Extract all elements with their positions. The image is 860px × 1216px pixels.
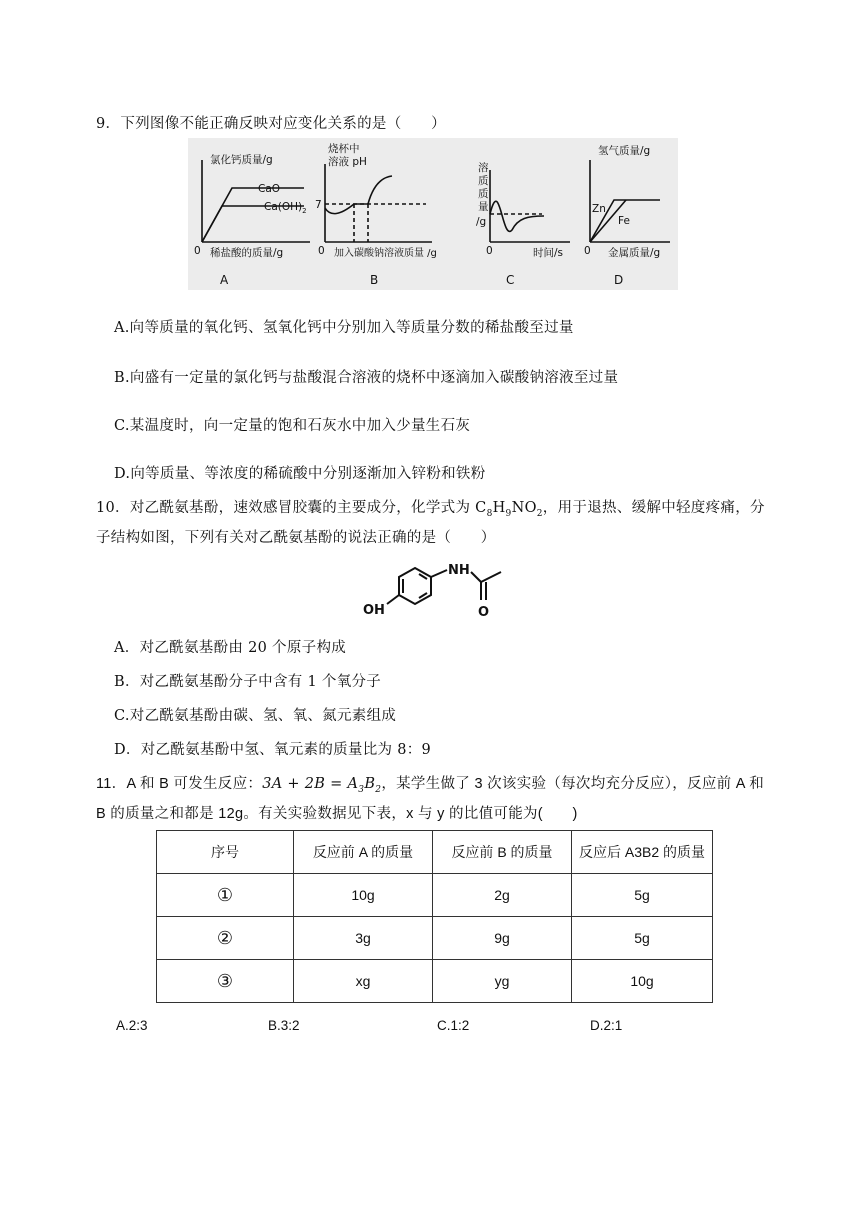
q9-option-a: A.向等质量的氧化钙、氢氧化钙中分别加入等质量分数的稀盐酸至过量 [114, 320, 574, 336]
chart-d-caption: D [614, 273, 624, 287]
chart-b-tick-7: 7 [315, 199, 322, 211]
table-row [157, 874, 713, 917]
mol-oh-label: OH [363, 603, 385, 618]
table-cell: yg [433, 960, 572, 1003]
chart-b-xlabel: 加入碳酸钠溶液质量 /g [334, 248, 437, 259]
table-cell: ② [157, 917, 294, 960]
q11-answer-c: C.1:2 [437, 1018, 470, 1033]
table-cell: xg [294, 960, 433, 1003]
q9-figure-strip [188, 138, 678, 290]
acetaminophen-structure [355, 560, 505, 626]
nh-bond [431, 570, 447, 577]
q11-data-table [156, 830, 713, 1003]
table-cell: 5g [572, 917, 713, 960]
chart-c-ylabel-4: /g [476, 216, 487, 228]
chart-a-xlabel: 稀盐酸的质量/g [210, 247, 284, 259]
chart-c-ylabel-0: 溶 [478, 162, 489, 174]
q11-answer-b: B.3:2 [268, 1018, 300, 1033]
mol-o-label: O [478, 605, 490, 620]
table-cell: ① [157, 874, 294, 917]
chart-b-ylabel-1: 烧杯中 [328, 143, 360, 155]
chart-c-ylabel-2: 质 [478, 188, 489, 200]
table-cell: 9g [433, 917, 572, 960]
table-cell: ③ [157, 960, 294, 1003]
table-header-cell: 反应后 A3B2 的质量 [572, 831, 713, 874]
chart-c-ylabel-3: 量 [478, 201, 489, 213]
amide-bond [471, 572, 481, 582]
chart-d-xlabel: 金属质量/g [608, 247, 661, 259]
chart-c-curve [490, 201, 544, 231]
table-cell: 5g [572, 874, 713, 917]
table-cell: 10g [572, 960, 713, 1003]
table-header-cell: 反应前 B 的质量 [433, 831, 572, 874]
chart-c-ylabel-1: 质 [478, 175, 489, 187]
chart-a-origin: 0 [194, 245, 201, 257]
q11-stem-line-2: B 的质量之和都是 12g。有关实验数据见下表，x 与 y 的比值可能为( ) [96, 806, 578, 822]
chart-b-ph-curve [325, 176, 392, 214]
q11-stem-line-1: 11．A 和 B 可发生反应：$3A + 2B = A_3B_2$，某学生做了 3 次该实验（每次均充分反应），反应前 A 和 [96, 776, 765, 795]
q10-stem-line-1: 10．对乙酰氨基酚，速效感冒胶囊的主要成分，化学式为 $C_8H_9NO_2$，用于退热、缓解中轻度疼痛，分 [96, 500, 765, 519]
q9-option-b: B.向盛有一定量的氯化钙与盐酸混合溶液的烧杯中逐滴加入碳酸钠溶液至过量 [114, 370, 619, 386]
chart-a-cao-label: CaO [258, 183, 281, 195]
table-cell: 3g [294, 917, 433, 960]
table-cell: 10g [294, 874, 433, 917]
table-row [157, 917, 713, 960]
table-header-cell: 反应前 A 的质量 [294, 831, 433, 874]
q10-option-c: C.对乙酰氨基酚由碳、氢、氧、氮元素组成 [114, 708, 397, 724]
chart-b-ylabel-2: 溶液 pH [328, 156, 367, 168]
q11-answer-d: D.2:1 [590, 1018, 623, 1033]
chart-d-fe-label: Fe [618, 215, 630, 227]
q10-option-b: B．对乙酰氨基酚分子中含有 1 个氧分子 [114, 674, 382, 690]
molecule-structure [355, 560, 505, 626]
methyl-bond [481, 572, 501, 582]
table-row [157, 960, 713, 1003]
table-header-cell: 序号 [157, 831, 294, 874]
table-header-row [157, 831, 713, 874]
chart-d-ylabel: 氢气质量/g [598, 145, 651, 157]
q11-answer-a: A.2:3 [116, 1018, 148, 1033]
chart-b-caption: B [370, 273, 379, 287]
chart-c-caption: C [506, 273, 515, 287]
chart-c-xlabel: 时间/s [533, 247, 564, 259]
chart-d-origin: 0 [584, 245, 591, 257]
oh-bond [387, 595, 399, 604]
q10-option-a: A．对乙酰氨基酚由 20 个原子构成 [114, 640, 347, 656]
table-cell: 2g [433, 874, 572, 917]
q9-option-d: D.向等质量、等浓度的稀硫酸中分别逐渐加入锌粉和铁粉 [114, 466, 486, 482]
chart-b-origin: 0 [318, 245, 325, 257]
mol-nh-label: NH [448, 563, 470, 578]
chart-c-origin: 0 [486, 245, 493, 257]
q10-stem-line-2: 子结构如图，下列有关对乙酰氨基酚的说法正确的是（ ） [96, 530, 496, 546]
q9-charts [188, 138, 678, 290]
q9-stem: 9．下列图像不能正确反映对应变化关系的是（ ） [96, 116, 446, 132]
chart-d-zn-label: Zn [592, 203, 606, 215]
q9-option-c: C.某温度时，向一定量的饱和石灰水中加入少量生石灰 [114, 418, 471, 434]
chart-a-caption: A [220, 273, 229, 287]
chart-a-ylabel: 氯化钙质量/g [210, 154, 273, 166]
chart-a-caoh2-label: $Ca(OH)_2$ [264, 201, 307, 215]
q10-option-d: D．对乙酰氨基酚中氢、氧元素的质量比为 8：9 [114, 742, 432, 758]
